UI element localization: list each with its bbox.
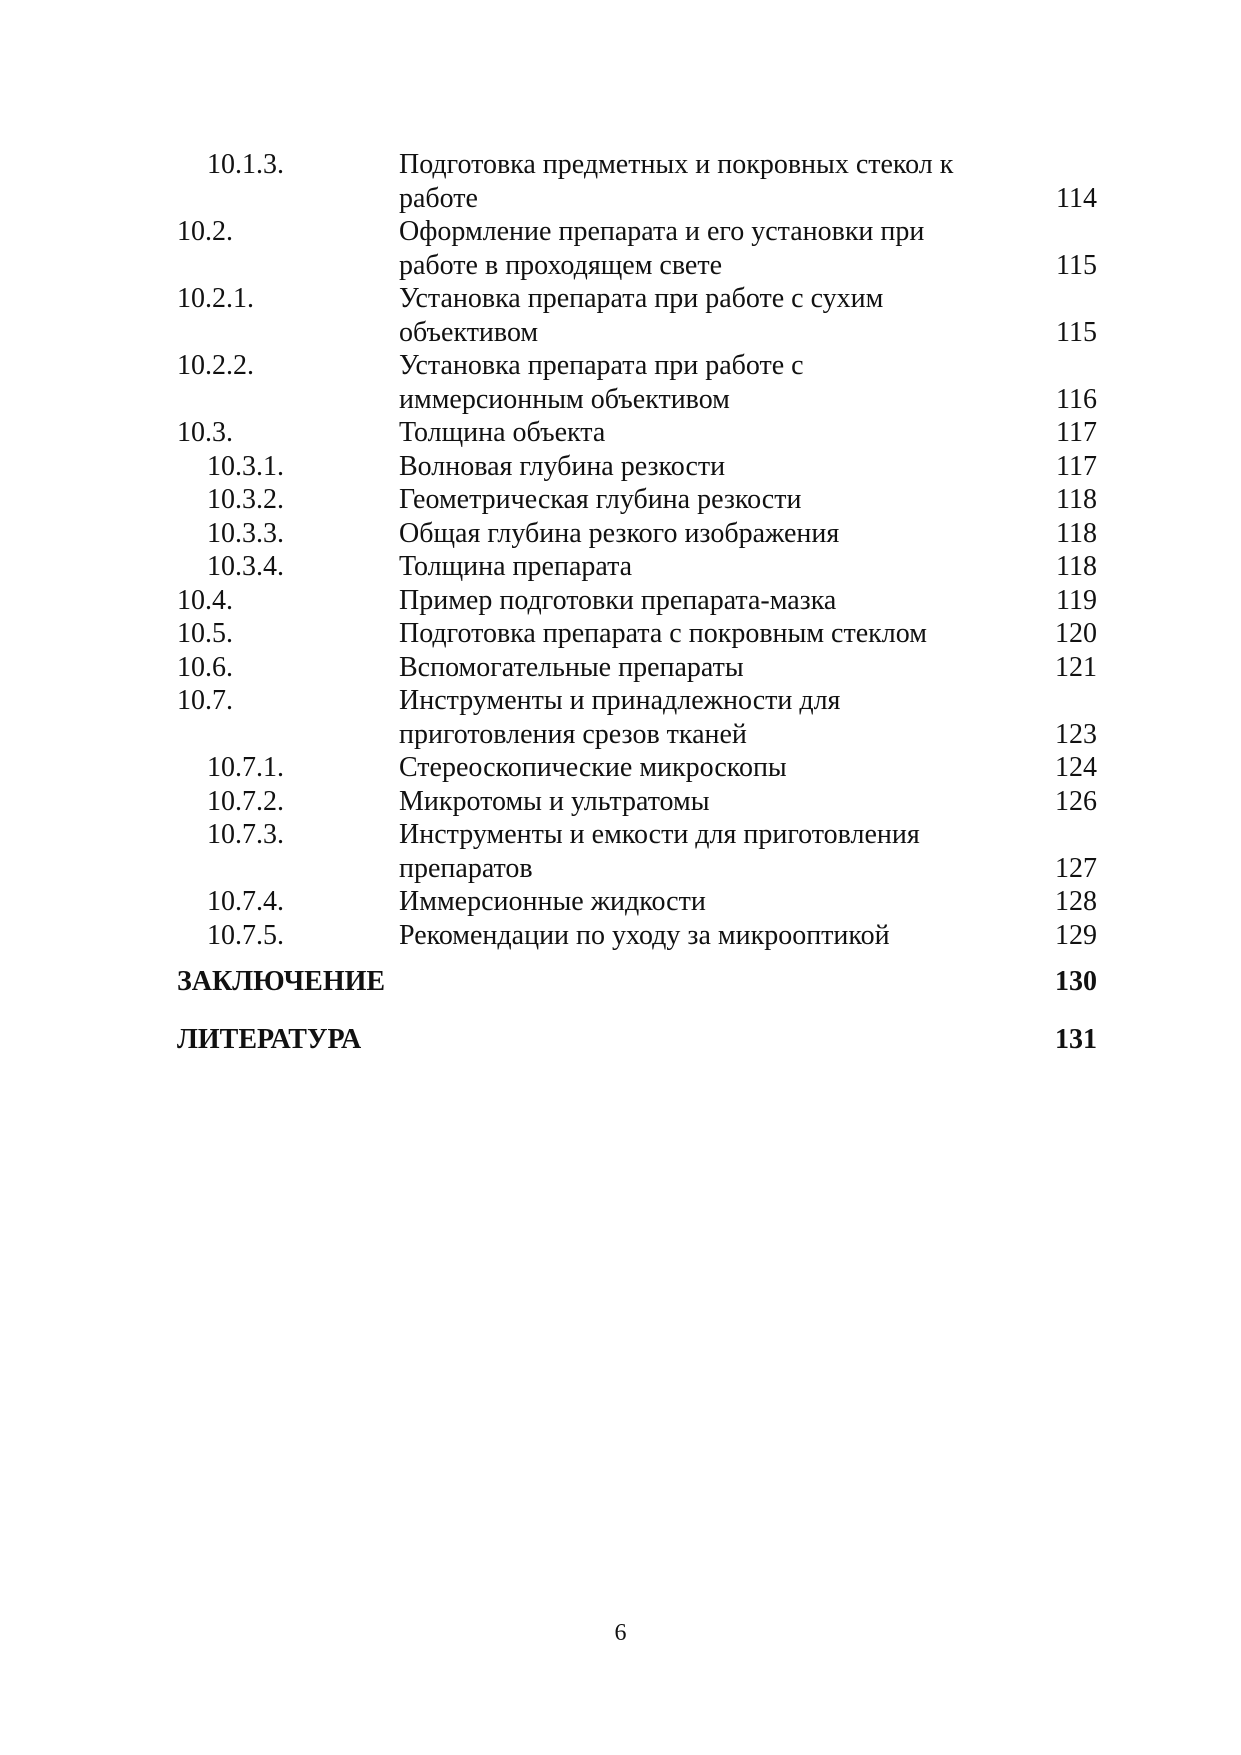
toc-entry-number: 10.4.	[177, 584, 233, 616]
toc-entry-number: 10.1.3.	[207, 149, 284, 180]
toc-entry[interactable]	[177, 450, 1097, 484]
toc-entry[interactable]	[177, 617, 1097, 651]
toc-entry-page: 119	[1056, 584, 1097, 616]
toc-entry[interactable]	[177, 684, 1097, 751]
toc-entry[interactable]	[177, 751, 1097, 785]
toc-entry[interactable]	[177, 416, 1097, 450]
toc-entry-title: Подготовка предметных и покровных стекол к работе	[399, 149, 954, 214]
toc-entry-title: Пример подготовки препарата-мазка	[399, 584, 837, 616]
toc-entry-number: 10.7.2.	[207, 785, 284, 817]
toc-entry-title: Волновая глубина резкости	[399, 450, 726, 482]
toc-conclusion-title: ЗАКЛЮЧЕНИЕ	[177, 966, 386, 997]
toc-entry-page: 121	[1055, 651, 1097, 683]
toc-entry[interactable]	[177, 483, 1097, 517]
toc-entry-title: Инструменты и емкости для приготовления препаратов	[399, 819, 920, 884]
toc-entry-page: 123	[1055, 718, 1097, 750]
toc-entry-number: 10.7.4.	[207, 886, 284, 917]
toc-entry-page: 115	[1056, 316, 1097, 348]
toc-entry[interactable]	[177, 550, 1097, 584]
toc-entry[interactable]	[177, 785, 1097, 819]
toc-entry-title: Рекомендации по уходу за микрооптикой	[399, 919, 890, 951]
toc-entry-page: 117	[1056, 450, 1097, 482]
toc-entry-title: Геометрическая глубина резкости	[399, 484, 802, 515]
toc-entry-page: 118	[1056, 517, 1097, 549]
toc-entry-conclusion[interactable]	[177, 965, 1097, 999]
toc-entry-page: 118	[1056, 484, 1097, 515]
toc-entry[interactable]	[177, 651, 1097, 685]
toc-conclusion-page: 130	[1055, 966, 1097, 997]
toc-entry-page: 116	[1056, 383, 1097, 415]
toc-entry-title: Оформление препарата и его установки при работе в проходящем свете	[399, 216, 925, 281]
toc-entry-title: Микротомы и ультратомы	[399, 785, 710, 817]
toc-entry-number: 10.3.4.	[207, 551, 284, 582]
toc-entry[interactable]	[177, 148, 1097, 215]
table-of-contents	[177, 148, 1097, 1056]
toc-entry-number: 10.5.	[177, 618, 233, 649]
toc-entry-page: 118	[1056, 551, 1097, 582]
toc-literature-page: 131	[1055, 1023, 1097, 1055]
toc-entry-page: 129	[1055, 919, 1097, 951]
toc-entry-number: 10.6.	[177, 651, 233, 683]
toc-entry-page: 127	[1055, 852, 1097, 884]
page-number: 6	[614, 1620, 627, 1646]
toc-entry-number: 10.2.2.	[177, 350, 254, 381]
toc-entry-number: 10.3.3.	[207, 517, 284, 549]
toc-entry[interactable]	[177, 885, 1097, 919]
toc-entry-title: Общая глубина резкого изображения	[399, 517, 840, 549]
toc-entry-title: Толщина объекта	[399, 417, 606, 448]
toc-entry-number: 10.7.3.	[207, 819, 284, 850]
toc-entry-title: Вспомогательные препараты	[399, 651, 744, 683]
toc-entry-page: 126	[1055, 785, 1097, 817]
toc-entry-number: 10.2.	[177, 216, 233, 247]
toc-entry-title: Иммерсионные жидкости	[399, 886, 706, 917]
toc-entry-title: Подготовка препарата с покровным стеклом	[399, 618, 927, 649]
toc-entry-page: 120	[1055, 618, 1097, 649]
toc-entry-title: Стереоскопические микроскопы	[399, 752, 787, 783]
toc-entry-title: Установка препарата при работе с иммерсионным объективом	[399, 350, 804, 415]
toc-entry-number: 10.7.	[177, 685, 233, 716]
toc-entry-number: 10.3.1.	[207, 450, 284, 482]
toc-entry-number: 10.2.1.	[177, 283, 254, 314]
toc-entry-title: Толщина препарата	[399, 551, 633, 582]
toc-entry[interactable]	[177, 282, 1097, 349]
toc-entry-number: 10.7.1.	[207, 752, 284, 783]
toc-entry-title: Инструменты и принадлежности для приготовления срезов тканей	[399, 685, 841, 750]
toc-entry[interactable]	[177, 818, 1097, 885]
toc-entry-number: 10.3.2.	[207, 484, 284, 515]
toc-entry-page: 117	[1056, 417, 1097, 448]
toc-entry-number: 10.3.	[177, 417, 233, 448]
toc-entry[interactable]	[177, 349, 1097, 416]
toc-entry-page: 128	[1055, 886, 1097, 917]
toc-entry[interactable]	[177, 919, 1097, 953]
toc-entry-page: 115	[1056, 249, 1097, 281]
toc-entry[interactable]	[177, 215, 1097, 282]
toc-entry[interactable]	[177, 517, 1097, 551]
toc-entry-literature[interactable]	[177, 1023, 1097, 1057]
toc-entry-title: Установка препарата при работе с сухим объективом	[399, 283, 884, 348]
toc-entry-page: 124	[1055, 752, 1097, 783]
toc-literature-title: ЛИТЕРАТУРА	[177, 1023, 362, 1055]
toc-entry-page: 114	[1056, 182, 1097, 214]
toc-entry[interactable]	[177, 584, 1097, 618]
toc-entry-number: 10.7.5.	[207, 919, 284, 951]
